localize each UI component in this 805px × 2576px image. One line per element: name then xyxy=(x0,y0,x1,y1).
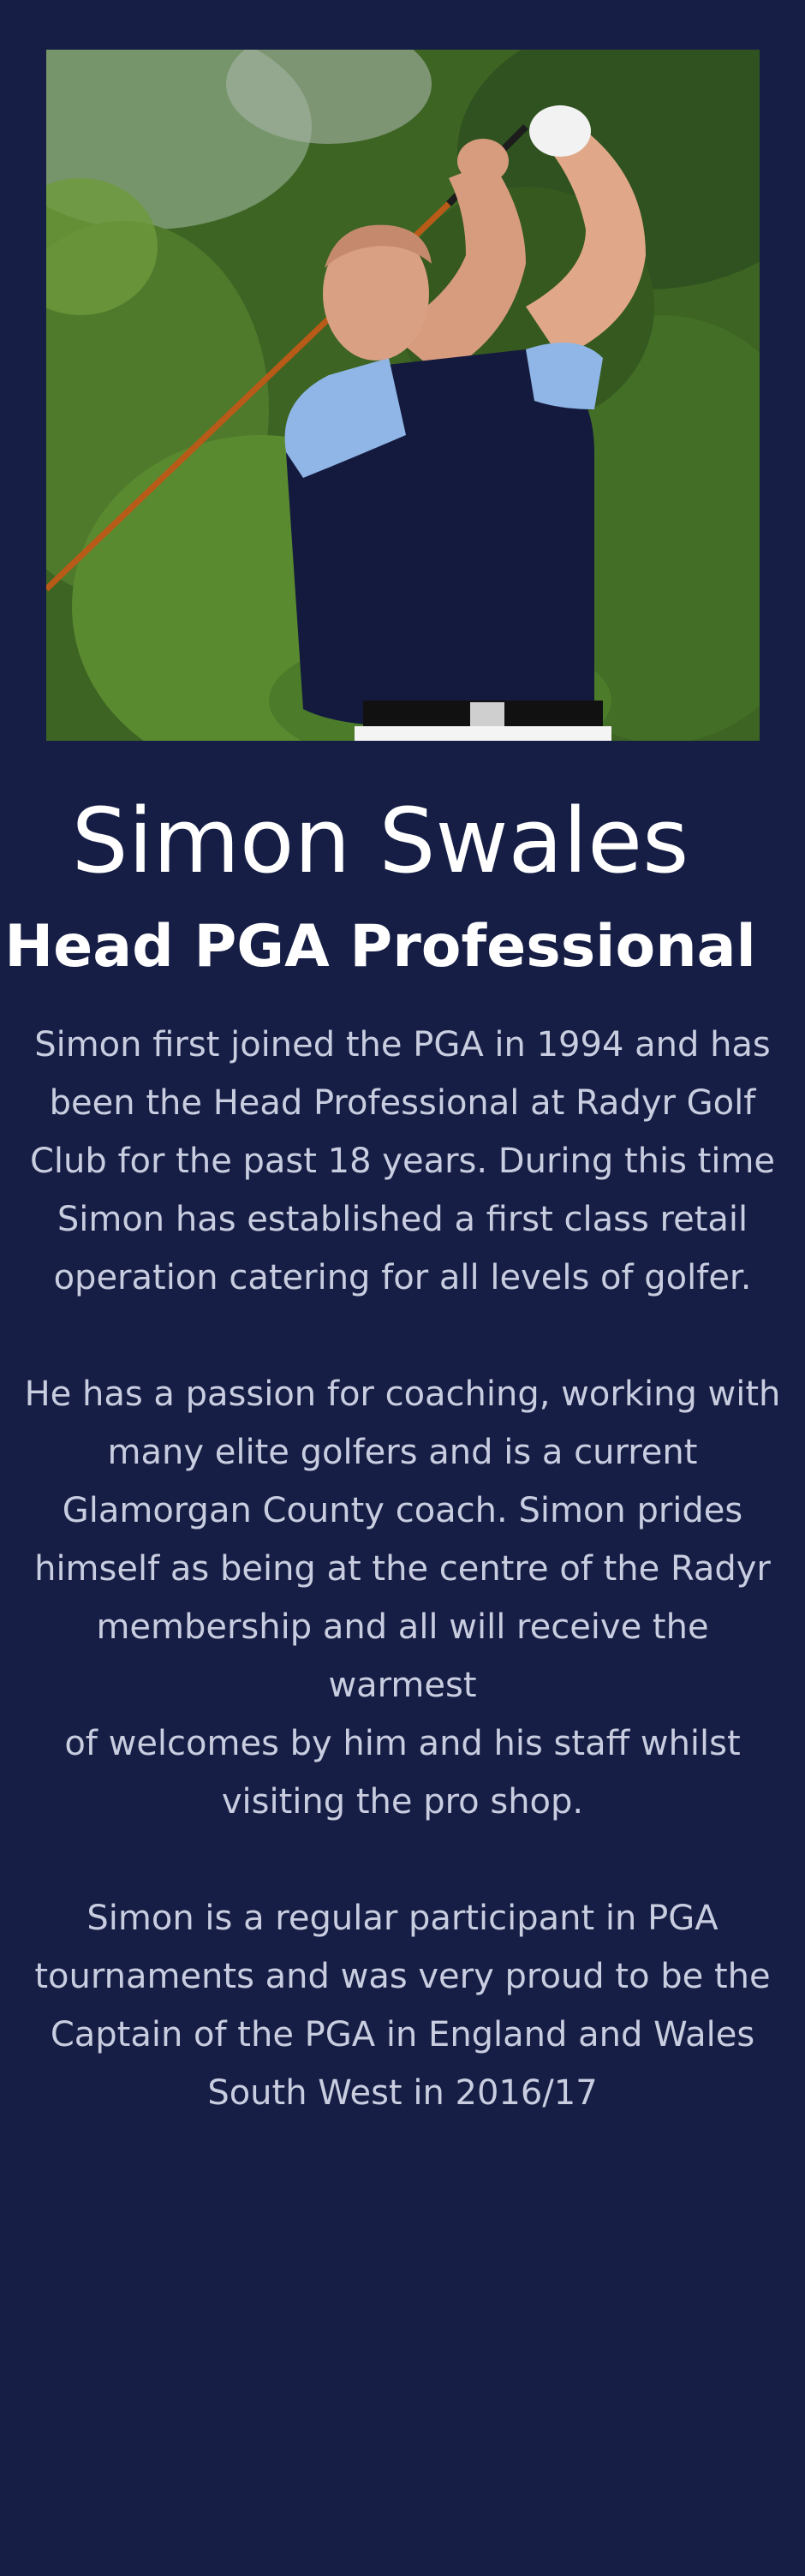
bio-paragraph: Simon first joined the PGA in 1994 and has been the Head Professional at Radyr Golf Club for the past 18 years. During this time Simon has established a first class retail operation catering for all levels of golfer. xyxy=(29,1025,776,1297)
profile-name: Simon Swales xyxy=(71,789,689,893)
profile-role: Head PGA Professional xyxy=(4,913,756,981)
bio-paragraph: Simon is a regular participant in PGA tournaments and was very proud to be the Captain of the PGA in England and Wales South West in 2016/17 xyxy=(34,1899,771,2113)
bio-paragraph: He has a passion for coaching, working with many elite golfers and is a current Glamorgan County coach. Simon prides himself as being at the centre of the Radyr membership and all will receive the warmest of welcomes by him and his staff whilst visiting the pro shop. xyxy=(24,1374,781,1822)
profile-bio xyxy=(17,1016,788,2180)
profile-photo xyxy=(46,50,760,741)
